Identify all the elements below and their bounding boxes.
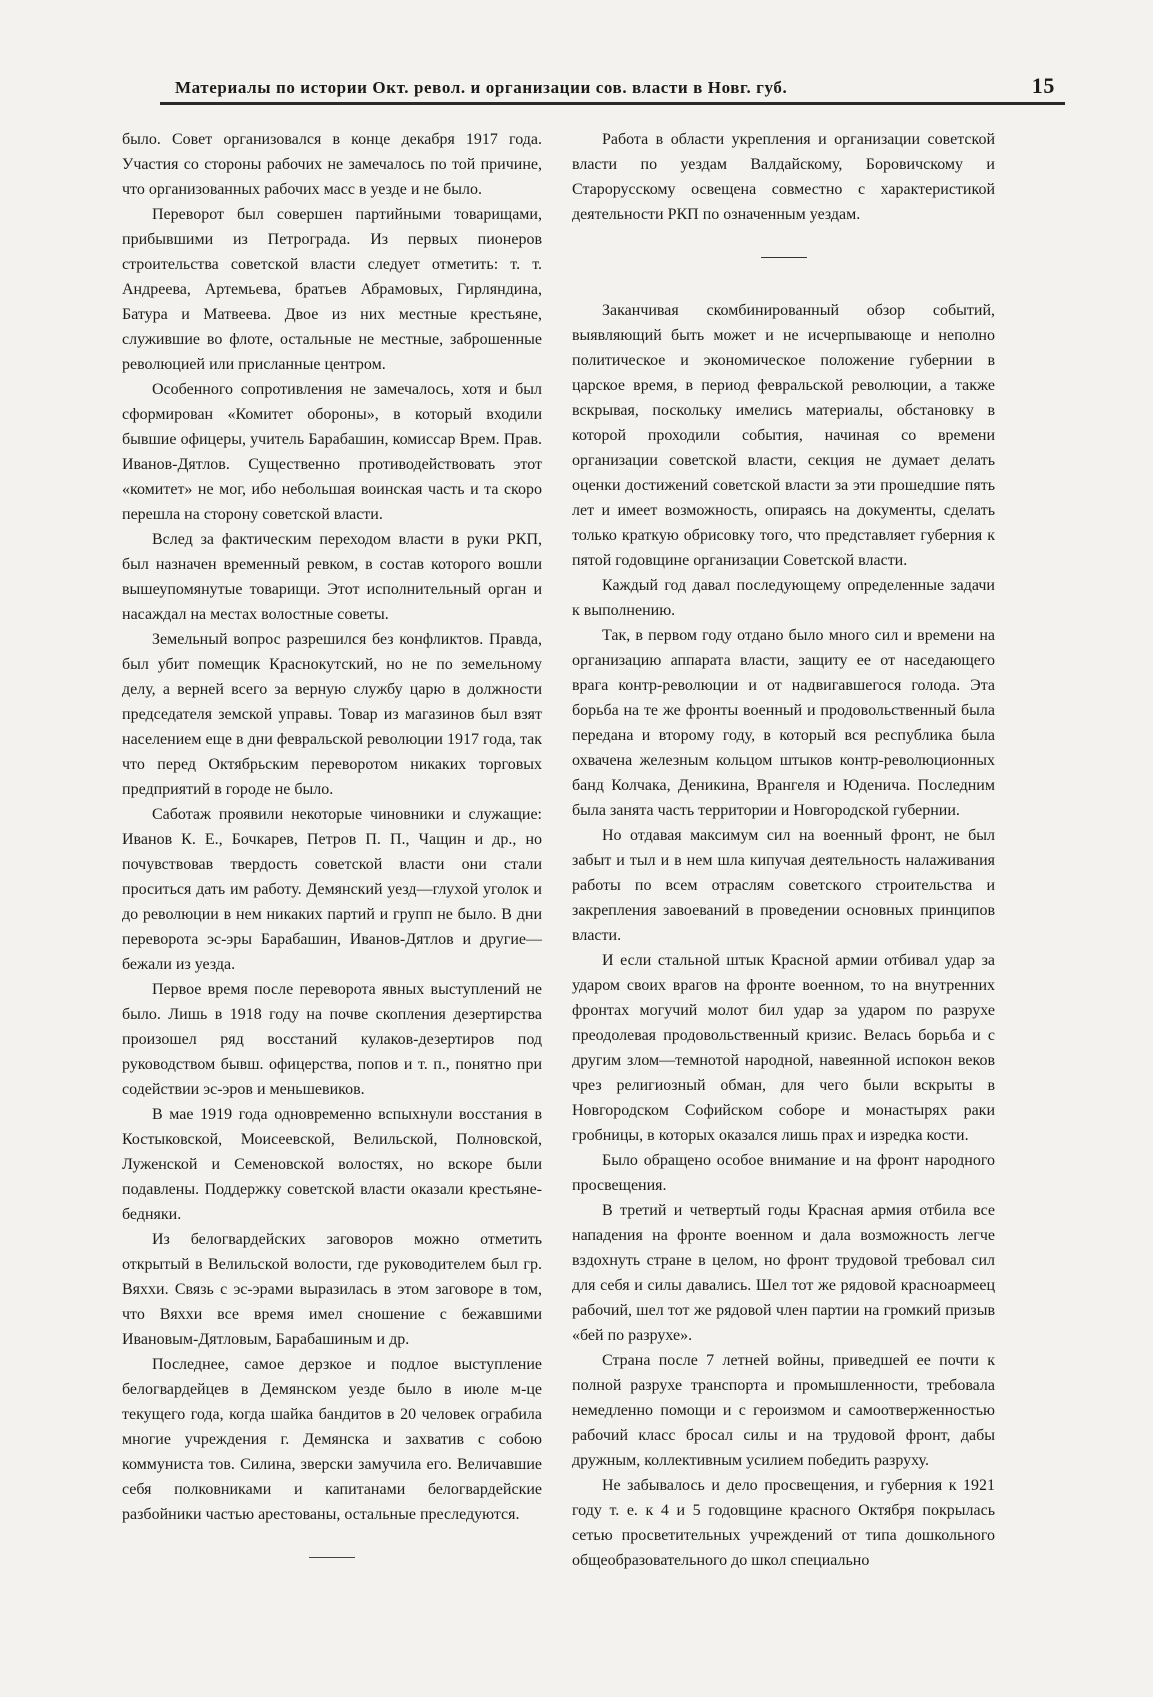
paragraph: Саботаж проявили некоторые чиновники и служащие: Иванов К. Е., Бочкарев, Петров П. П., Чащин и др., но почувствовав твердость советской власти они стали проситься дать им работу. Демянский уезд—глухой уголок и до революции в нем никаких партий и групп не было. В дни переворота эс-эры Барабашин, Иванов-Дятлов и другие—бежали из уезда. [122,806,542,973]
paragraph: Особенного сопротивления не замечалось, хотя и был сформирован «Комитет обороны», в который входили бывшие офицеры, учитель Барабашин, комиссар Врем. Прав. Иванов-Дятлов. Существенно противодействовать этот «комитет» не мог, ибо небольшая воинская часть и та скоро перешла на сторону советской власти. [122,381,542,523]
running-header [175,73,1055,99]
section-divider [309,1557,355,1558]
section-divider [761,257,807,258]
paragraph: Каждый год давал последующему определенные задачи к выполнению. [572,577,995,619]
paragraph: Последнее, самое дерзкое и подлое выступление белогвардейцев в Демянском уезде было в июле м-це текущего года, когда шайка бандитов в 20 человек ограбила многие учреждения г. Демянска и захватив с собою коммуниста тов. Силина, зверски замучила его. Величавшие себя полковниками и капитанами белогвардейские разбойники частью арестованы, остальные преследуются. [122,1356,542,1523]
paragraph: Переворот был совершен партийными товарищами, прибывшими из Петрограда. Из первых пионеров строительства советской власти следует отметить: т. т. Андреева, Артемьева, братьев Абрамовых, Гирляндина, Батура и Матвеева. Двое из них местные крестьяне, служившие во флоте, остальные не местные, заброшенные революцией или присланные центром. [122,206,542,373]
paragraph: Вслед за фактическим переходом власти в руки РКП, был назначен временный ревком, в состав которого вошли вышеупомянутые товарищи. Этот исполнительный орган и насаждал на местах волостные советы. [122,531,542,623]
paragraph: Заканчивая скомбинированный обзор событий, выявляющий быть может и не исчерпывающе и неполно политическое и экономическое положение губернии в царское время, в период февральской революции, а также вскрывая, поскольку имелись материалы, обстановку в которой проходили события, начиная со времени организации советской власти, секция не думает делать оценки достижений советской власти за эти прошедшие пять лет и имеет возможность, опираясь на документы, сделать только краткую обрисовку того, что представляет губерния к пятой годовщине организации Советской власти. [572,302,995,569]
paragraph: Было обращено особое внимание и на фронт народного просвещения. [572,1152,995,1194]
page-number: 15 [1031,73,1055,98]
paragraph: Первое время после переворота явных выступлений не было. Лишь в 1918 году на почве скопления дезертирства произошел ряд восстаний кулаков-дезертиров под руководством бывш. офицерства, попов и т. п., понятно при содействии эс-эров и меньшевиков. [122,981,542,1098]
paragraph: Страна после 7 летней войны, приведшей ее почти к полной разрухе транспорта и промышленности, требовала немедленно помощи и с героизмом и самоотверженностью рабочий класс бросал силы и на трудовой фронт, дабы дружным, коллективным усилием победить разруху. [572,1352,995,1469]
paragraph: Работа в области укрепления и организации советской власти по уездам Валдайскому, Боровичскому и Старорусскому освещена совместно с характеристикой деятельности РКП по означенным уездам. [572,131,995,223]
paragraph: было. Совет организовался в конце декабря 1917 года. Участия со стороны рабочих не замечалось по той причине, что организованных рабочих масс в уезде и не было. [122,131,542,198]
paragraph: И если стальной штык Красной армии отбивал удар за ударом своих врагов на фронте военном, то на внутренних фронтах могучий молот бил удар за ударом по разрухе преодолевая продовольственный кризис. Велась борьба и с другим злом—темнотой народной, навеянной испокон веков чрез религиозный обман, для чего были вскрыты в Новгородском Софийском соборе и монастырях раки гробницы, в которых оказался лишь прах и изредка кости. [572,952,995,1144]
paragraph: Так, в первом году отдано было много сил и времени на организацию аппарата власти, защиту ее от наседающего врага контр-революции и от надвигавшегося голода. Эта борьба на те же фронты военный и продовольственный была передана и второму году, в который вся республика была охвачена железным кольцом штыков контр-революционных банд Колчака, Деникина, Врангеля и Юденича. Последним была занята часть территории и Новгородской губернии. [572,627,995,819]
paragraph: Не забывалось и дело просвещения, и губерния к 1921 году т. е. к 4 и 5 годовщине красного Октября покрылась сетью просветительных учреждений от типа дошкольного общеобразовательного до школ специально [572,1477,995,1569]
right-column [572,127,995,1573]
left-column [122,127,542,1558]
paragraph: Но отдавая максимум сил на военный фронт, не был забыт и тыл и в нем шла кипучая деятельность налаживания работы по всем отраслям советского строительства и закрепления завоеваний в проведении основных принципов власти. [572,827,995,944]
header-rule [160,102,1065,105]
paragraph: В третий и четвертый годы Красная армия отбила все нападения на фронте военном и дала возможность легче вздохнуть стране в целом, но фронт трудовой требовал сил для себя и силы давались. Шел тот же рядовой красноармеец рабочий, шел тот же рядовой член партии на громкий призыв «бей по разрухе». [572,1202,995,1344]
paragraph: Из белогвардейских заговоров можно отметить открытый в Велильской волости, где руководителем был гр. Вяххи. Связь с эс-эрами выразилась в этом заговоре в том, что Вяххи все время имел сношение с бежавшими Ивановым-Дятловым, Барабашиным и др. [122,1231,542,1348]
paragraph: В мае 1919 года одновременно вспыхнули восстания в Костыковской, Моисеевской, Велильской, Полновской, Луженской и Семеновской волостях, но вскоре были подавлены. Поддержку советской власти оказали крестьяне-бедняки. [122,1106,542,1223]
paragraph: Земельный вопрос разрешился без конфликтов. Правда, был убит помещик Краснокутский, но не по земельному делу, а верней всего за верную службу царю в должности председателя земской управы. Товар из магазинов был взят населением еще в дни февральской революции 1917 года, так что перед Октябрьским переворотом никаких торговых предприятий в городе не было. [122,631,542,798]
header-title: Материалы по истории Окт. револ. и организации сов. власти в Новг. губ. [175,78,788,97]
